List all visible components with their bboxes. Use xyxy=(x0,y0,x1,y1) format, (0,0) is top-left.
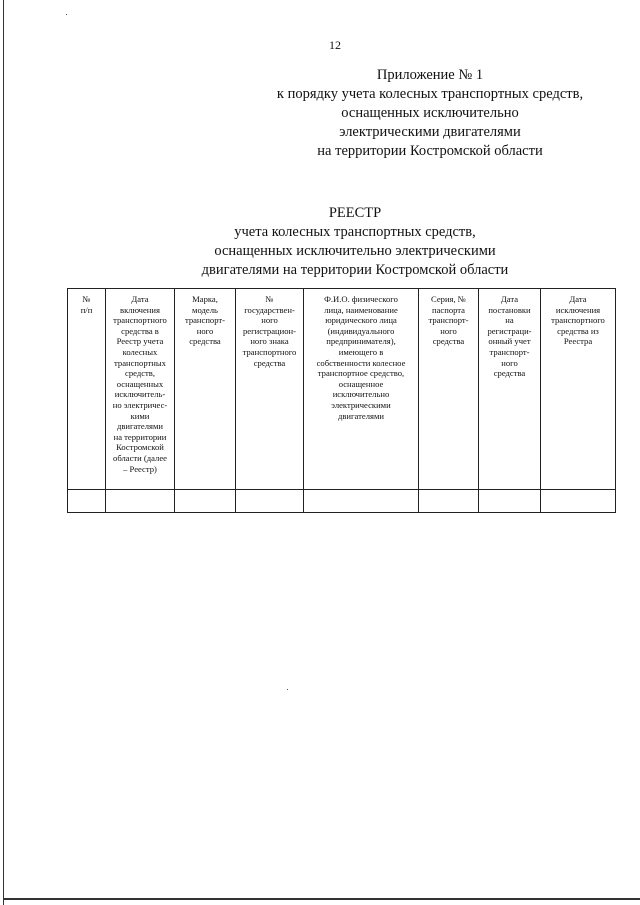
header-cell-number xyxy=(68,289,106,490)
header-line: постановки xyxy=(488,304,531,315)
scan-speck xyxy=(66,14,67,15)
header-line: оснащенных xyxy=(116,378,164,389)
header-line: на xyxy=(505,315,514,326)
table-cell xyxy=(106,490,175,513)
scan-speck xyxy=(287,689,288,690)
header-line: лица, наименование xyxy=(324,304,398,315)
header-line: средства из xyxy=(557,325,599,336)
header-line: № xyxy=(82,294,91,304)
header-cell-vehicle-passport xyxy=(419,289,479,490)
header-line: (индивидуального xyxy=(327,325,395,336)
appendix-line: оснащенных исключительно xyxy=(341,105,519,121)
header-line: ного xyxy=(440,325,457,336)
document-title xyxy=(0,204,640,280)
header-line: Ф.И.О. физического xyxy=(324,294,398,304)
header-line: государствен- xyxy=(244,304,295,315)
header-line: оснащенное xyxy=(338,378,384,389)
header-line: паспорта xyxy=(432,304,465,315)
header-line: средства xyxy=(432,336,465,347)
appendix-line: к порядку учета колесных транспортных средств, xyxy=(276,86,584,102)
header-cell-inclusion-date xyxy=(106,289,175,490)
header-line: транспорт- xyxy=(428,315,469,326)
header-line: онный учет xyxy=(488,336,531,347)
header-line: ного xyxy=(261,315,278,326)
header-line: Дата xyxy=(569,294,587,304)
header-line: предпринимателя), xyxy=(326,336,396,347)
title-line: учета колесных транспортных средств, xyxy=(234,224,476,240)
title-line: двигателями на территории Костромской области xyxy=(201,262,509,278)
header-line: транспортных xyxy=(114,357,166,368)
header-line: исключитель- xyxy=(114,389,166,400)
header-line: – Реестр) xyxy=(123,463,157,474)
scan-bottom-edge xyxy=(3,898,640,900)
header-line: средства xyxy=(253,357,286,368)
title-heading: РЕЕСТР xyxy=(328,205,382,221)
header-line: транспорт- xyxy=(184,315,226,326)
appendix-line: электрическими двигателями xyxy=(339,124,521,140)
header-line: имеющего в xyxy=(338,346,384,357)
header-cell-make-model xyxy=(175,289,236,490)
header-line: на территории xyxy=(113,431,167,442)
header-line: транспортного xyxy=(551,315,605,326)
header-line: но электричес- xyxy=(112,399,168,410)
header-line: Дата xyxy=(131,294,149,304)
header-line: транспортного xyxy=(113,315,167,326)
header-line: Костромской xyxy=(116,442,164,453)
header-line: включения xyxy=(120,304,160,315)
header-line: ного xyxy=(501,357,518,368)
table-header-row xyxy=(68,289,616,490)
header-line: области (далее xyxy=(113,452,167,463)
table-cell xyxy=(304,490,419,513)
appendix-line: на территории Костромской области xyxy=(317,143,543,159)
header-line: транспортное средство, xyxy=(317,368,405,379)
header-line: п/п xyxy=(80,304,93,315)
header-line: регистрацион- xyxy=(243,325,296,336)
table-cell xyxy=(541,490,616,513)
header-line: электрическими xyxy=(331,399,391,410)
header-line: транспортного xyxy=(242,346,297,357)
page-number: 12 xyxy=(329,38,341,52)
scan-left-edge xyxy=(3,0,4,905)
header-line: юридического лица xyxy=(325,315,397,326)
table-row xyxy=(68,490,616,513)
header-line: исключительно xyxy=(332,389,390,400)
header-line: средства xyxy=(493,368,526,379)
appendix-note xyxy=(200,66,640,161)
header-line: модель xyxy=(192,304,218,315)
header-line: средства xyxy=(189,336,221,347)
header-line: двигателями xyxy=(338,410,384,421)
header-line: ного xyxy=(196,325,214,336)
header-cell-owner-name xyxy=(304,289,419,490)
header-line: транспорт- xyxy=(489,346,530,357)
header-line: Реестр учета xyxy=(116,336,164,347)
header-line: средства в xyxy=(121,325,159,336)
table-cell xyxy=(419,490,479,513)
header-cell-registration-plate xyxy=(236,289,304,490)
header-line: исключения xyxy=(555,304,601,315)
title-line: оснащенных исключительно электрическими xyxy=(214,243,496,259)
header-line: кими xyxy=(130,410,150,421)
registry-table xyxy=(67,288,616,513)
table-cell xyxy=(175,490,236,513)
table-cell xyxy=(68,490,106,513)
header-line: ного знака xyxy=(250,336,289,347)
header-cell-registration-date xyxy=(479,289,541,490)
table-cell xyxy=(479,490,541,513)
header-line: собственности колесное xyxy=(316,357,406,368)
appendix-line: Приложение № 1 xyxy=(376,67,484,83)
table-cell xyxy=(236,490,304,513)
header-line: средств, xyxy=(125,368,155,379)
header-line: Дата xyxy=(500,294,519,304)
header-line: Реестра xyxy=(563,336,593,347)
header-line: № xyxy=(265,294,274,304)
header-line: двигателями xyxy=(117,421,163,432)
header-line: Серия, № xyxy=(431,294,466,304)
header-line: регистраци- xyxy=(487,325,532,336)
header-line: колесных xyxy=(122,346,158,357)
header-line: Марка, xyxy=(192,294,218,304)
header-cell-exclusion-date xyxy=(541,289,616,490)
